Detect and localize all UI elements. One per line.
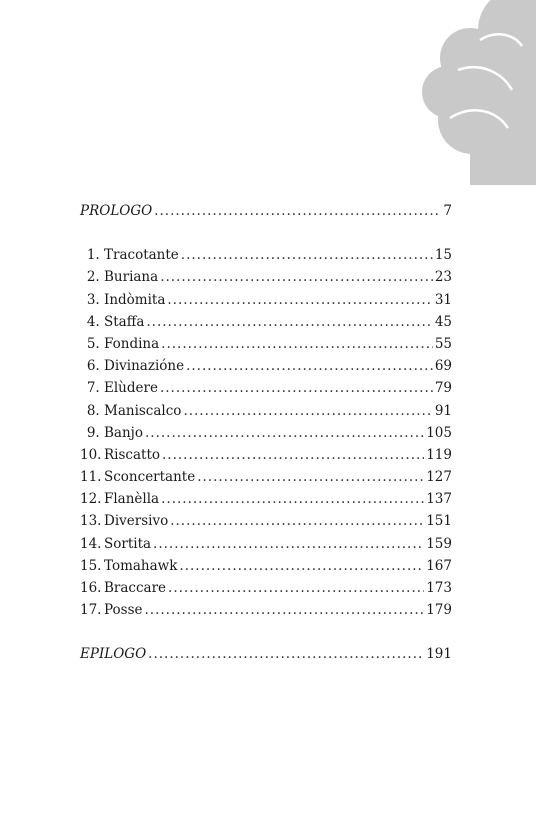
toc-page-number: 55 <box>434 335 452 352</box>
toc-page-number: 15 <box>434 247 452 264</box>
toc-page-number: 137 <box>426 491 452 508</box>
toc-chapter-number: 15. <box>80 557 102 574</box>
spacer <box>80 222 452 244</box>
toc-entry-prologue[interactable] <box>80 200 452 222</box>
toc-page-number: 179 <box>426 602 452 619</box>
toc-title: Diversivo <box>104 513 169 530</box>
toc-title: EPILOGO <box>80 646 147 663</box>
toc-page-number: 119 <box>426 446 452 463</box>
toc-page-number: 7 <box>443 203 452 219</box>
toc-leader-dots <box>183 400 432 422</box>
table-of-contents <box>80 200 452 666</box>
toc-title: Sconcertante <box>104 469 196 486</box>
toc-leader-dots <box>154 200 441 222</box>
toc-title: Riscatto <box>104 446 160 463</box>
toc-page-number: 45 <box>434 313 452 330</box>
toc-entry-chapter[interactable] <box>80 377 452 399</box>
toc-title: Elùdere <box>104 380 158 397</box>
toc-chapter-number: 1. <box>86 247 100 264</box>
toc-leader-dots <box>145 599 425 621</box>
toc-page-number: 173 <box>426 580 452 596</box>
toc-chapter-number: 12. <box>80 491 102 508</box>
toc-chapter-number: 6. <box>86 358 100 375</box>
toc-leader-dots <box>161 488 424 510</box>
toc-leader-dots <box>160 266 433 288</box>
toc-leader-dots <box>168 577 424 599</box>
toc-leader-dots <box>146 311 432 333</box>
toc-chapter-number: 14. <box>80 535 102 552</box>
toc-title: Tomahawk <box>104 557 178 574</box>
toc-leader-dots <box>153 533 424 555</box>
toc-title: PROLOGO <box>80 203 153 219</box>
toc-chapter-number: 5. <box>86 335 100 352</box>
toc-entry-chapter[interactable] <box>80 244 452 266</box>
toc-leader-dots <box>148 643 424 665</box>
toc-entry-chapter[interactable] <box>80 577 452 599</box>
toc-entry-chapter[interactable] <box>80 289 452 311</box>
toc-leader-dots <box>160 377 433 399</box>
toc-chapter-number: 9. <box>86 424 100 441</box>
toc-page-number: 69 <box>434 358 452 375</box>
toc-leader-dots <box>181 244 433 266</box>
toc-entry-chapter[interactable] <box>80 444 452 466</box>
toc-entry-chapter[interactable] <box>80 533 452 555</box>
toc-chapter-number: 17. <box>80 602 102 619</box>
toc-title: Banjo <box>104 424 143 441</box>
toc-page-number: 31 <box>434 291 452 308</box>
toc-page-number: 127 <box>426 469 452 486</box>
toc-chapter-number: 2. <box>86 269 100 286</box>
toc-entry-chapter[interactable] <box>80 510 452 532</box>
toc-page-number: 167 <box>426 557 452 574</box>
toc-title: Flanèlla <box>104 491 160 508</box>
toc-entry-chapter[interactable] <box>80 311 452 333</box>
toc-title: Divinazióne <box>104 358 185 375</box>
toc-leader-dots <box>179 555 424 577</box>
toc-entry-chapter[interactable] <box>80 599 452 621</box>
toc-entry-chapter[interactable] <box>80 266 452 288</box>
toc-page-number: 23 <box>434 269 452 286</box>
toc-entry-chapter[interactable] <box>80 355 452 377</box>
toc-leader-dots <box>162 444 424 466</box>
toc-page-number: 191 <box>426 646 452 663</box>
toc-chapter-number: 10. <box>80 446 102 463</box>
toc-leader-dots <box>186 355 433 377</box>
toc-title: Buriana <box>104 269 159 286</box>
toc-chapter-number: 16. <box>80 580 102 596</box>
toc-chapter-number: 7. <box>86 380 100 397</box>
toc-entry-chapter[interactable] <box>80 466 452 488</box>
toc-leader-dots <box>170 510 424 532</box>
toc-title: Maniscalco <box>104 402 182 419</box>
toc-leader-dots <box>161 333 433 355</box>
toc-leader-dots <box>145 422 424 444</box>
toc-title: Braccare <box>104 580 167 596</box>
toc-page-number: 159 <box>426 535 452 552</box>
toc-entry-chapter[interactable] <box>80 422 452 444</box>
toc-title: Staffa <box>104 313 145 330</box>
toc-leader-dots <box>197 466 424 488</box>
chapter-list <box>80 244 452 621</box>
toc-chapter-number: 11. <box>80 469 102 486</box>
toc-chapter-number: 4. <box>86 313 100 330</box>
toc-title: Tracotante <box>104 247 179 264</box>
toc-title: Fondina <box>104 335 160 352</box>
toc-entry-chapter[interactable] <box>80 488 452 510</box>
toc-leader-dots <box>167 289 432 311</box>
toc-chapter-number: 3. <box>86 291 100 308</box>
toc-page-number: 91 <box>434 402 452 419</box>
spacer <box>80 621 452 643</box>
toc-entry-chapter[interactable] <box>80 400 452 422</box>
toc-title: Posse <box>104 602 143 619</box>
toc-page-number: 79 <box>434 380 452 397</box>
toc-title: Sortita <box>104 535 152 552</box>
toc-page-number: 105 <box>426 424 452 441</box>
toc-chapter-number: 13. <box>80 513 102 530</box>
toc-page-number: 151 <box>426 513 452 530</box>
toc-title: Indòmita <box>104 291 166 308</box>
toc-entry-epilogue[interactable] <box>80 643 452 665</box>
toc-entry-chapter[interactable] <box>80 333 452 355</box>
toc-chapter-number: 8. <box>86 402 100 419</box>
toc-entry-chapter[interactable] <box>80 555 452 577</box>
cloud-illustration <box>410 0 536 185</box>
